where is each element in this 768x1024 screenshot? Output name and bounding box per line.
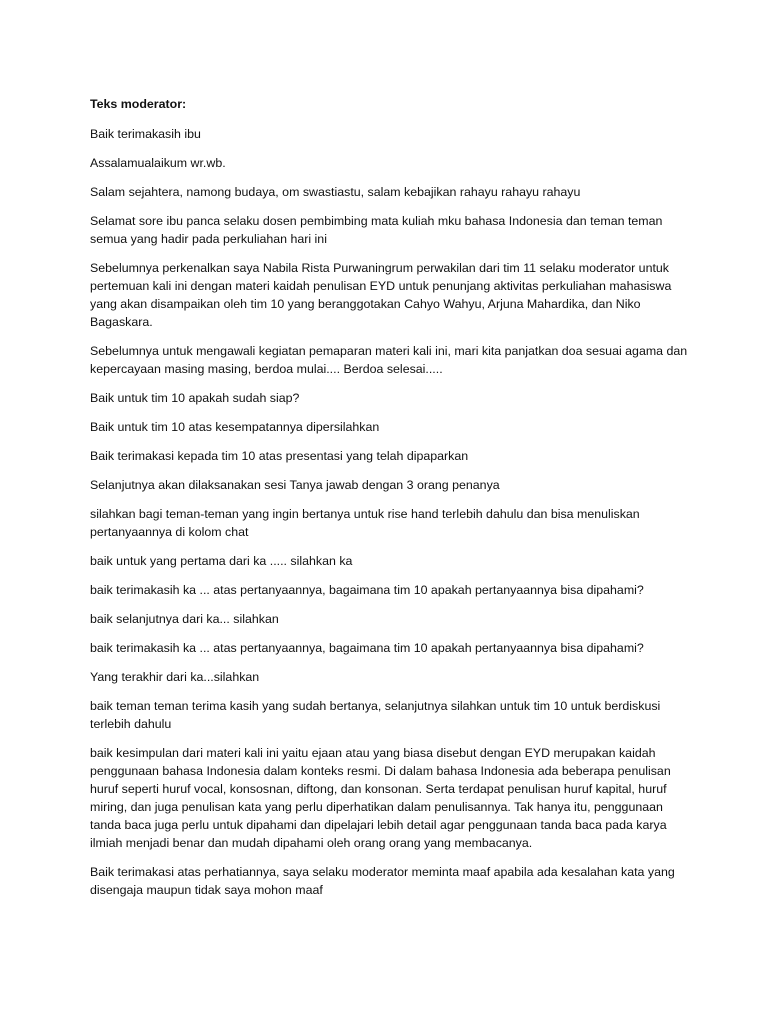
paragraph: Salam sejahtera, namong budaya, om swastiastu, salam kebajikan rahayu rahayu rahayu	[90, 185, 581, 199]
paragraph: Baik terimakasi kepada tim 10 atas presentasi yang telah dipaparkan	[90, 449, 469, 463]
paragraph: Selanjutnya akan dilaksanakan sesi Tanya jawab dengan 3 orang penanya	[90, 478, 500, 492]
paragraph: Baik terimakasih ibu	[90, 127, 201, 141]
paragraph: baik terimakasih ka ... atas pertanyaannya, bagaimana tim 10 apakah pertanyaannya bisa dipahami?	[90, 641, 644, 655]
paragraph: Sebelumnya untuk mengawali kegiatan pemaparan materi kali ini, mari kita panjatkan doa sesuai agama dan kepercayaan masing masing, berdoa mulai.... Berdoa selesai.....	[90, 344, 688, 376]
paragraph: baik kesimpulan dari materi kali ini yaitu ejaan atau yang biasa disebut dengan EYD merupakan kaidah penggunaan bahasa Indonesia dalam konteks resmi. Di dalam bahasa Indonesia ada beberapa penulisan huruf seperti huruf vocal, konsosnan, diftong, dan konsonan. Serta terdapat penulisan huruf kapital, huruf miring, dan juga penulisan kata yang perlu diperhatikan dalam penulisannya. Tak hanya itu, penggunaan tanda baca juga perlu untuk dipahami dan dipelajari lebih detail agar penggunaan tanda baca pada karya ilmiah menjadi benar dan mudah dipahami oleh orang orang yang membacanya.	[90, 746, 671, 850]
paragraph: Baik untuk tim 10 atas kesempatannya dipersilahkan	[90, 420, 380, 434]
paragraph: Baik untuk tim 10 apakah sudah siap?	[90, 391, 300, 405]
paragraph: silahkan bagi teman-teman yang ingin bertanya untuk rise hand terlebih dahulu dan bisa menuliskan pertanyaannya di kolom chat	[90, 507, 640, 539]
paragraph: baik selanjutnya dari ka... silahkan	[90, 612, 279, 626]
paragraph: baik teman teman terima kasih yang sudah bertanya, selanjutnya silahkan untuk tim 10 untuk berdiskusi terlebih dahulu	[90, 699, 661, 731]
document-heading: Teks moderator:	[90, 97, 187, 111]
paragraph: Sebelumnya perkenalkan saya Nabila Rista Purwaningrum perwakilan dari tim 11 selaku moderator untuk pertemuan kali ini dengan materi kaidah penulisan EYD untuk penunjang aktivitas perkuliahan mahasiswa yang akan disampaikan oleh tim 10 yang beranggotakan Cahyo Wahyu, Arjuna Mahardika, dan Niko Bagaskara.	[90, 261, 672, 329]
paragraph: baik terimakasih ka ... atas pertanyaannya, bagaimana tim 10 apakah pertanyaannya bisa dipahami?	[90, 583, 644, 597]
document-page	[90, 95, 690, 910]
paragraph: Yang terakhir dari ka...silahkan	[90, 670, 260, 684]
paragraph: Baik terimakasi atas perhatiannya, saya selaku moderator meminta maaf apabila ada kesalahan kata yang disengaja maupun tidak saya mohon maaf	[90, 865, 675, 897]
paragraph: Assalamualaikum wr.wb.	[90, 156, 226, 170]
paragraph: Selamat sore ibu panca selaku dosen pembimbing mata kuliah mku bahasa Indonesia dan teman teman semua yang hadir pada perkuliahan hari ini	[90, 214, 663, 246]
paragraph: baik untuk yang pertama dari ka ..... silahkan ka	[90, 554, 353, 568]
